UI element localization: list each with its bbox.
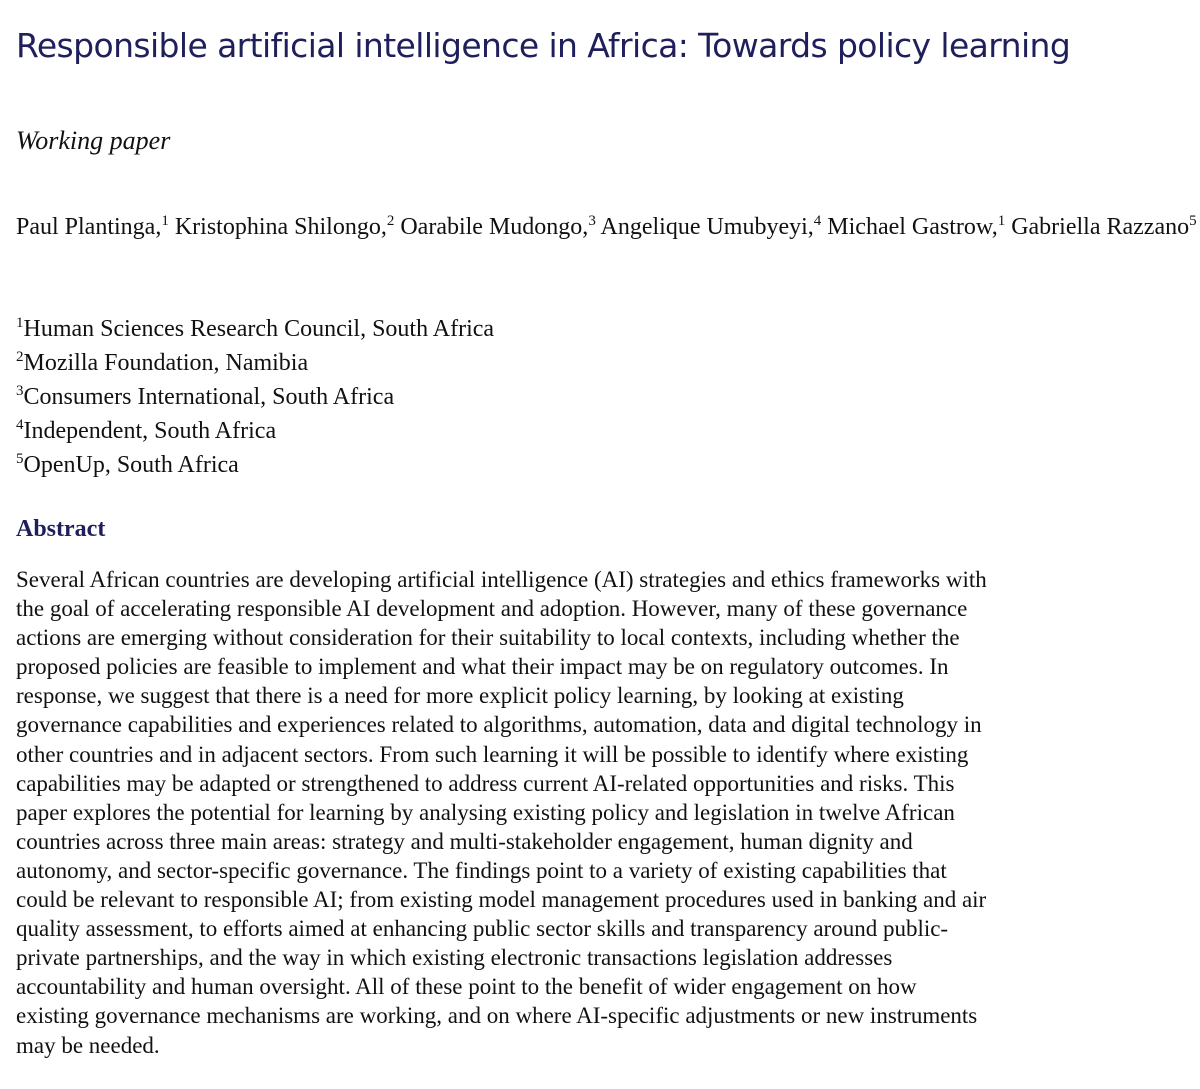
author: Gabriella Razzano$^5$ (1011, 213, 1197, 240)
affiliation: $^5$OpenUp, South Africa (16, 451, 239, 478)
paper-subtitle: Working paper (16, 126, 171, 155)
affiliation: $^2$Mozilla Foundation, Namibia (16, 349, 309, 376)
abstract-line: capabilities may be adapted or strengthened to address current AI-related opportunities and risks. This (16, 770, 955, 796)
abstract-line: response, we suggest that there is a need for more explicit policy learning, by looking at existing (16, 683, 904, 709)
abstract-line: proposed policies are feasible to implement and what their impact may be on regulatory outcomes. In (16, 654, 949, 680)
paper-title: Responsible artificial intelligence in Africa: Towards policy learning (16, 26, 1071, 65)
author: Oarabile Mudongo,$^3$ (400, 213, 596, 240)
abstract-line: governance capabilities and experiences related to algorithms, automation, data and digital technology in (16, 712, 982, 738)
affiliation: $^1$Human Sciences Research Council, South Africa (16, 315, 495, 342)
author: Michael Gastrow,$^1$ (827, 213, 1006, 240)
affiliation: $^3$Consumers International, South Africa (16, 383, 395, 410)
abstract-line: may be needed. (16, 1032, 160, 1058)
abstract-line: actions are emerging without consideration for their suitability to local contexts, including whether the (16, 625, 960, 651)
abstract-line: accountability and human oversight. All of these point to the benefit of wider engagement on how (16, 974, 917, 1000)
abstract-line: could be relevant to responsible AI; from existing model management procedures used in banking and air (16, 887, 987, 913)
affiliation-list (16, 312, 494, 482)
affiliation: $^4$Independent, South Africa (16, 417, 277, 444)
abstract-line: other countries and in adjacent sectors. From such learning it will be possible to identify where existing (16, 741, 969, 767)
abstract-heading: Abstract (16, 516, 106, 542)
abstract-line: existing governance mechanisms are working, and on where AI-specific adjustments or new instruments (16, 1003, 978, 1029)
abstract-line: paper explores the potential for learning by analysing existing policy and legislation in twelve African (16, 799, 955, 825)
author: Paul Plantinga,$^1$ (16, 213, 169, 240)
abstract-line: the goal of accelerating responsible AI development and adoption. However, many of these governance (16, 596, 968, 622)
abstract-line: Several African countries are developing artificial intelligence (AI) strategies and ethics frameworks with (16, 567, 987, 592)
abstract-line: autonomy, and sector-specific governance. The findings point to a variety of existing capabilities that (16, 857, 947, 883)
author: Angelique Umubyeyi,$^4$ (600, 213, 822, 240)
author-list (16, 210, 1200, 244)
abstract-line: quality assessment, to efforts aimed at enhancing public sector skills and transparency around public- (16, 916, 949, 942)
abstract-body (16, 565, 1156, 1060)
author: Kristophina Shilongo,$^2$ (174, 213, 395, 240)
abstract-line: countries across three main areas: strategy and multi-stakeholder engagement, human dignity and (16, 828, 913, 854)
abstract-line: private partnerships, and the way in which existing electronic transactions legislation addresses (16, 945, 893, 971)
